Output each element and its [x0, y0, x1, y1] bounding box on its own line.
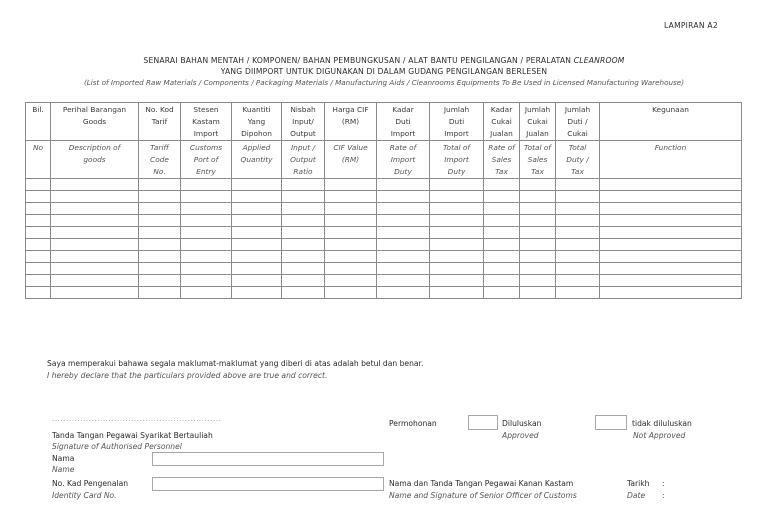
table-cell[interactable] — [51, 227, 139, 239]
application-label: Permohonan — [389, 419, 437, 428]
table-cell[interactable] — [325, 179, 377, 191]
declaration-malay: Saya memperakui bahawa segala maklumat-maklumat yang diberi di atas adalah betul dan benar. — [47, 359, 424, 368]
column-header-text: No. Kod Tarif — [145, 105, 174, 126]
column-header — [520, 141, 556, 179]
table-cell[interactable] — [325, 227, 377, 239]
table-cell[interactable] — [232, 251, 282, 263]
column-header — [325, 103, 377, 141]
table-row — [26, 239, 742, 251]
table-cell[interactable] — [556, 179, 600, 191]
table-cell[interactable] — [51, 287, 139, 299]
table-cell[interactable] — [26, 263, 51, 275]
table-cell[interactable] — [181, 203, 232, 215]
table-row — [26, 203, 742, 215]
table-cell[interactable] — [139, 263, 181, 275]
column-header-text: Description of goods — [68, 143, 121, 164]
table-cell[interactable] — [139, 191, 181, 203]
table-cell[interactable] — [139, 275, 181, 287]
table-cell[interactable] — [520, 263, 556, 275]
table-cell[interactable] — [282, 191, 325, 203]
table-cell[interactable] — [484, 251, 520, 263]
table-cell[interactable] — [139, 239, 181, 251]
items-table — [25, 102, 742, 299]
column-header-text: Kadar Cukai Jualan — [490, 105, 513, 138]
column-header-text: Bil. — [32, 105, 44, 114]
table-cell[interactable] — [232, 287, 282, 299]
column-header-text: Total of Sales Tax — [523, 143, 552, 176]
table-row — [26, 215, 742, 227]
table-cell[interactable] — [430, 179, 484, 191]
table-cell[interactable] — [520, 275, 556, 287]
column-header — [430, 103, 484, 141]
signature-line: ............................................................ — [52, 415, 222, 423]
column-header — [430, 141, 484, 179]
table-cell[interactable] — [430, 239, 484, 251]
table-cell[interactable] — [51, 191, 139, 203]
table-cell[interactable] — [181, 191, 232, 203]
column-header — [520, 103, 556, 141]
table-cell[interactable] — [484, 275, 520, 287]
table-cell[interactable] — [181, 227, 232, 239]
table-cell[interactable] — [520, 179, 556, 191]
ic-number-field[interactable] — [152, 477, 384, 491]
column-header-text: Customs Port of Entry — [189, 143, 223, 176]
not-approved-label-english: Not Approved — [633, 431, 686, 440]
table-cell[interactable] — [181, 275, 232, 287]
column-header — [377, 103, 430, 141]
table-cell[interactable] — [181, 239, 232, 251]
table-cell[interactable] — [26, 191, 51, 203]
column-header-text: Total of Import Duty — [442, 143, 471, 176]
signature-label: Tanda Tangan Pegawai Syarikat Bertauliah — [52, 431, 213, 440]
column-header-text: Stesen Kastam Import — [192, 105, 220, 138]
table-cell[interactable] — [26, 239, 51, 251]
table-cell[interactable] — [430, 227, 484, 239]
approved-checkbox[interactable] — [468, 415, 498, 430]
column-header-text: Kegunaan — [652, 105, 689, 114]
table-cell[interactable] — [430, 215, 484, 227]
table-cell[interactable] — [430, 191, 484, 203]
table-cell[interactable] — [26, 251, 51, 263]
table-cell[interactable] — [377, 179, 430, 191]
table-cell[interactable] — [556, 263, 600, 275]
table-cell[interactable] — [282, 287, 325, 299]
table-cell[interactable] — [51, 239, 139, 251]
column-header — [232, 141, 282, 179]
table-cell[interactable] — [51, 179, 139, 191]
name-label-english: Name — [52, 465, 75, 474]
table-cell[interactable] — [556, 239, 600, 251]
column-header-text: Jumlah Duti / Cukai — [564, 105, 591, 138]
table-cell[interactable] — [51, 251, 139, 263]
column-header — [556, 141, 600, 179]
date-colon-english: : — [662, 491, 665, 500]
table-cell[interactable] — [232, 179, 282, 191]
table-cell[interactable] — [556, 227, 600, 239]
table-cell[interactable] — [26, 215, 51, 227]
column-header — [325, 141, 377, 179]
table-cell[interactable] — [51, 215, 139, 227]
column-header-text: Kadar Duti Import — [390, 105, 416, 138]
column-header — [556, 103, 600, 141]
table-cell[interactable] — [600, 263, 742, 275]
column-header-text: Nisbah Input/ Output — [290, 105, 316, 138]
table-cell[interactable] — [377, 191, 430, 203]
table-cell[interactable] — [377, 203, 430, 215]
title-line-1 — [0, 55, 768, 66]
table-cell[interactable] — [139, 251, 181, 263]
title-line-2: YANG DIIMPORT UNTUK DIGUNAKAN DI DALAM GUDANG PENGILANGAN BERLESEN — [220, 67, 548, 76]
table-row — [26, 179, 742, 191]
declaration-english: I hereby declare that the particulars provided above are true and correct. — [47, 371, 328, 380]
table-cell[interactable] — [325, 251, 377, 263]
title-line-1-italic: CLEANROOM — [573, 56, 625, 65]
column-header — [282, 103, 325, 141]
table-cell[interactable] — [325, 287, 377, 299]
table-cell[interactable] — [484, 287, 520, 299]
column-header-text: No — [32, 143, 44, 152]
table-cell[interactable] — [484, 263, 520, 275]
table-cell[interactable] — [556, 203, 600, 215]
officer-label-english: Name and Signature of Senior Officer of Customs — [389, 491, 577, 500]
date-label: Tarikh — [627, 479, 650, 488]
table-cell[interactable] — [325, 215, 377, 227]
table-cell[interactable] — [325, 275, 377, 287]
table-cell[interactable] — [600, 287, 742, 299]
column-header-text: Kuantiti Yang Dipohon — [241, 105, 272, 138]
table-cell[interactable] — [51, 263, 139, 275]
column-header — [51, 103, 139, 141]
table-cell[interactable] — [26, 287, 51, 299]
table-cell[interactable] — [139, 203, 181, 215]
table-cell[interactable] — [484, 179, 520, 191]
column-header-text: CIF Value (RM) — [333, 143, 368, 164]
column-header-text: Rate of Import Duty — [389, 143, 417, 176]
table-cell[interactable] — [232, 203, 282, 215]
table-cell[interactable] — [26, 227, 51, 239]
column-header-text: Perihal Barangan Goods — [62, 105, 127, 126]
column-header-text: Jumlah Cukai Jualan — [524, 105, 551, 138]
signature-label-english: Signature of Authorised Personnel — [52, 442, 182, 451]
column-header-text: Function — [654, 143, 687, 152]
table-cell[interactable] — [600, 179, 742, 191]
column-header — [282, 141, 325, 179]
column-header — [139, 103, 181, 141]
table-cell[interactable] — [430, 263, 484, 275]
table-cell[interactable] — [430, 275, 484, 287]
table-cell[interactable] — [325, 203, 377, 215]
table-cell[interactable] — [520, 239, 556, 251]
table-cell[interactable] — [181, 179, 232, 191]
column-header — [484, 103, 520, 141]
table-cell[interactable] — [232, 191, 282, 203]
table-cell[interactable] — [181, 287, 232, 299]
table-cell[interactable] — [520, 215, 556, 227]
date-label-english: Date — [627, 491, 646, 500]
date-colon: : — [662, 479, 665, 488]
column-header-text: Harga CIF (RM) — [332, 105, 369, 126]
table-cell[interactable] — [377, 227, 430, 239]
column-header — [600, 141, 742, 179]
name-field[interactable] — [152, 452, 384, 466]
column-header — [232, 103, 282, 141]
header-row-english — [26, 141, 742, 179]
table-cell[interactable] — [282, 263, 325, 275]
column-header — [26, 103, 51, 141]
table-cell[interactable] — [181, 215, 232, 227]
column-header — [26, 141, 51, 179]
table-cell[interactable] — [282, 215, 325, 227]
table-cell[interactable] — [484, 227, 520, 239]
table-cell[interactable] — [484, 191, 520, 203]
column-header — [377, 141, 430, 179]
column-header — [181, 103, 232, 141]
table-cell[interactable] — [325, 239, 377, 251]
table-row — [26, 275, 742, 287]
column-header-text: Total Duty / Tax — [566, 143, 589, 176]
table-cell[interactable] — [520, 227, 556, 239]
table-cell[interactable] — [26, 179, 51, 191]
table-cell[interactable] — [51, 203, 139, 215]
table-cell[interactable] — [377, 215, 430, 227]
table-row — [26, 191, 742, 203]
table-cell[interactable] — [377, 263, 430, 275]
table-row — [26, 263, 742, 275]
column-header — [181, 141, 232, 179]
table-cell[interactable] — [377, 251, 430, 263]
table-cell[interactable] — [139, 287, 181, 299]
table-cell[interactable] — [325, 191, 377, 203]
table-cell[interactable] — [600, 275, 742, 287]
table-cell[interactable] — [484, 239, 520, 251]
table-cell[interactable] — [520, 251, 556, 263]
table-cell[interactable] — [484, 215, 520, 227]
page-reference: LAMPIRAN A2 — [664, 21, 718, 30]
approved-label-english: Approved — [502, 431, 539, 440]
table-cell[interactable] — [556, 215, 600, 227]
ic-label: No. Kad Pengenalan — [52, 479, 129, 488]
table-cell[interactable] — [181, 263, 232, 275]
not-approved-label: tidak diluluskan — [632, 419, 692, 428]
table-cell[interactable] — [484, 203, 520, 215]
table-cell[interactable] — [600, 251, 742, 263]
table-cell[interactable] — [51, 275, 139, 287]
table-cell[interactable] — [520, 287, 556, 299]
table-cell[interactable] — [232, 275, 282, 287]
table-cell[interactable] — [181, 251, 232, 263]
table-cell[interactable] — [26, 203, 51, 215]
table-cell[interactable] — [556, 191, 600, 203]
table-row — [26, 227, 742, 239]
table-cell[interactable] — [430, 287, 484, 299]
table-cell[interactable] — [232, 215, 282, 227]
table-cell[interactable] — [556, 275, 600, 287]
table-cell[interactable] — [282, 275, 325, 287]
name-label: Nama — [52, 454, 75, 463]
table-cell[interactable] — [282, 203, 325, 215]
not-approved-checkbox[interactable] — [595, 415, 627, 430]
header-row-malay — [26, 103, 742, 141]
column-header — [484, 141, 520, 179]
column-header-text: Applied Quantity — [240, 143, 273, 164]
column-header-text: Rate of Sales Tax — [488, 143, 515, 176]
table-cell[interactable] — [430, 203, 484, 215]
form-title — [0, 55, 768, 88]
table-cell[interactable] — [600, 191, 742, 203]
table-cell[interactable] — [600, 215, 742, 227]
table-cell[interactable] — [520, 191, 556, 203]
declaration — [47, 358, 423, 382]
table-cell[interactable] — [430, 251, 484, 263]
table-cell[interactable] — [232, 263, 282, 275]
table-cell[interactable] — [377, 275, 430, 287]
title-subtitle-english: (List of Imported Raw Materials / Components / Packaging Materials / Manufacturing Aids / Cleanrooms Equipments To Be Used in Licensed Manufacturing Warehouse) — [83, 78, 685, 87]
column-header-text: Input / Output Ratio — [290, 143, 316, 176]
table-cell[interactable] — [600, 203, 742, 215]
table-cell[interactable] — [139, 179, 181, 191]
table-cell[interactable] — [282, 179, 325, 191]
table-cell[interactable] — [600, 239, 742, 251]
table-cell[interactable] — [556, 287, 600, 299]
ic-label-english: Identity Card No. — [52, 491, 117, 500]
table-cell[interactable] — [282, 227, 325, 239]
table-cell[interactable] — [377, 239, 430, 251]
table-row — [26, 251, 742, 263]
column-header — [51, 141, 139, 179]
table-cell[interactable] — [139, 215, 181, 227]
approved-label: Diluluskan — [502, 419, 542, 428]
table-cell[interactable] — [232, 239, 282, 251]
table-cell[interactable] — [377, 287, 430, 299]
table-cell[interactable] — [556, 251, 600, 263]
column-header-text: Tariff Code No. — [150, 143, 169, 176]
table-cell[interactable] — [139, 227, 181, 239]
title-line-1-text: SENARAI BAHAN MENTAH / KOMPONEN/ BAHAN PEMBUNGKUSAN / ALAT BANTU PENGILANGAN / PERALATAN — [143, 56, 574, 65]
table-cell[interactable] — [282, 251, 325, 263]
table-cell[interactable] — [282, 239, 325, 251]
table-cell[interactable] — [600, 227, 742, 239]
table-cell[interactable] — [232, 227, 282, 239]
table-cell[interactable] — [520, 203, 556, 215]
table-row — [26, 287, 742, 299]
table-cell[interactable] — [325, 263, 377, 275]
column-header — [139, 141, 181, 179]
column-header — [600, 103, 742, 141]
table-cell[interactable] — [26, 275, 51, 287]
column-header-text: Jumlah Duti Import — [443, 105, 470, 138]
officer-label: Nama dan Tanda Tangan Pegawai Kanan Kastam — [389, 479, 574, 488]
